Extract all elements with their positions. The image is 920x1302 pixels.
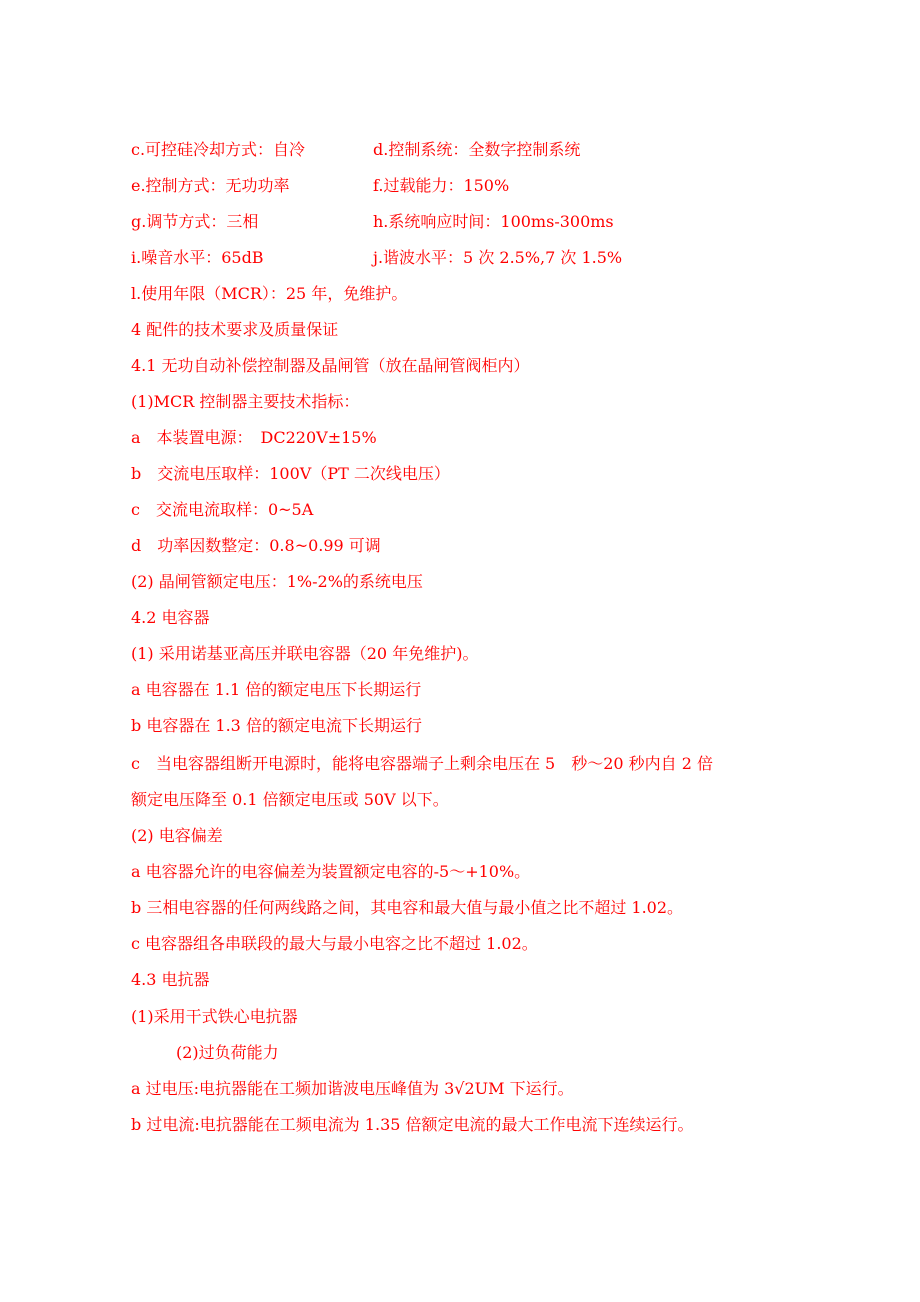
paragraph-line: b 电容器在 1.3 倍的额定电流下长期运行	[131, 716, 422, 735]
paragraph-line: b 三相电容器的任何两线路之间，其电容和最大值与最小值之比不超过 1.02。	[131, 898, 684, 917]
paragraph-line: b 交流电压取样：100V（PT 二次线电压）	[131, 464, 450, 483]
paragraph-line: (1)MCR 控制器主要技术指标：	[131, 392, 360, 411]
spec-overload: f.过载能力：150%	[373, 176, 510, 195]
spec-response-time: h.系统响应时间：100ms-300ms	[373, 212, 614, 231]
paragraph-line: c 电容器组各串联段的最大与最小电容之比不超过 1.02。	[131, 934, 538, 953]
paragraph-line: (1) 采用诺基亚高压并联电容器（20 年免维护)。	[131, 644, 479, 663]
paragraph-line: (1)采用干式铁心电抗器	[131, 1007, 298, 1026]
paragraph-line: a 过电压:电抗器能在工频加谐波电压峰值为 3√2UM 下运行。	[131, 1079, 574, 1098]
subsection-heading: 4.1 无功自动补偿控制器及晶闸管（放在晶闸管阀柜内）	[131, 356, 530, 375]
paragraph-line: a 本装置电源： DC220V±15%	[131, 428, 377, 447]
paragraph-line: (2)过负荷能力	[176, 1043, 279, 1062]
paragraph-line: l.使用年限（MCR）：25 年，免维护。	[131, 284, 408, 303]
paragraph-line: 额定电压降至 0.1 倍额定电压或 50V 以下。	[131, 790, 449, 809]
paragraph-line: d 功率因数整定：0.8~0.99 可调	[131, 536, 381, 555]
spec-noise: i.噪音水平：65dB	[131, 248, 264, 267]
paragraph-line: b 过电流:电抗器能在工频电流为 1.35 倍额定电流的最大工作电流下连续运行。	[131, 1115, 694, 1134]
paragraph-line: (2) 电容偏差	[131, 826, 223, 845]
spec-control-system: d.控制系统：全数字控制系统	[373, 140, 581, 159]
subsection-heading: 4.3 电抗器	[131, 970, 210, 989]
paragraph-line: c 当电容器组断开电源时，能将电容器端子上剩余电压在 5 秒～20 秒内自 2 倍	[131, 754, 714, 773]
paragraph-line: c 交流电流取样：0~5A	[131, 500, 314, 519]
spec-harmonics: j.谐波水平：5 次 2.5%,7 次 1.5%	[373, 248, 623, 267]
paragraph-line: a 电容器允许的电容偏差为装置额定电容的-5～+10%。	[131, 862, 531, 881]
subsection-heading: 4.2 电容器	[131, 608, 210, 627]
spec-regulation: g.调节方式：三相	[131, 212, 259, 231]
paragraph-line: (2) 晶闸管额定电压：1%-2%的系统电压	[131, 572, 423, 591]
section-heading: 4 配件的技术要求及质量保证	[131, 320, 339, 339]
paragraph-line: a 电容器在 1.1 倍的额定电压下长期运行	[131, 680, 422, 699]
spec-control-mode: e.控制方式：无功功率	[131, 176, 290, 195]
spec-cooling: c.可控硅冷却方式：自冷	[131, 140, 306, 159]
